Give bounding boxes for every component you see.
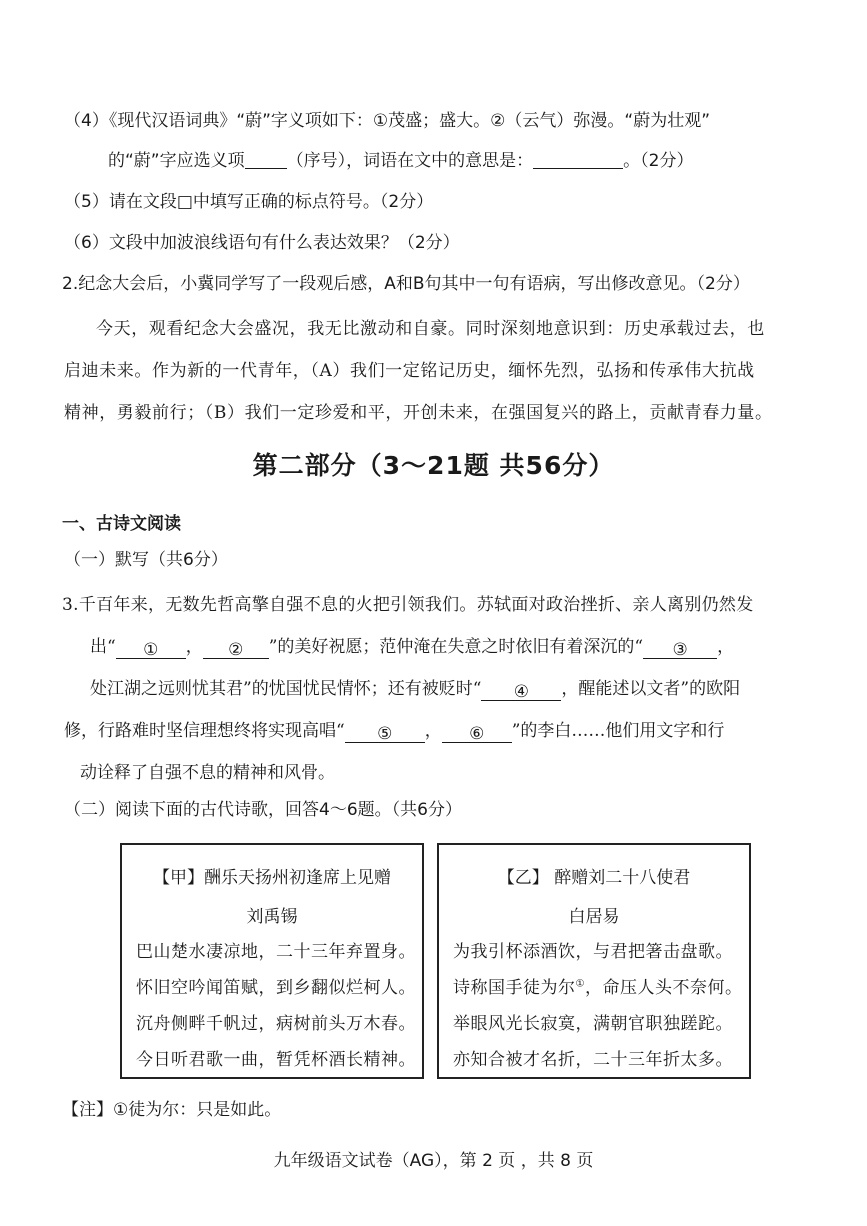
q3-text: ，醒能述以文者”的欧阳 bbox=[561, 679, 741, 699]
poem-a-line: 沉舟侧畔千帆过，病树前头万木春。 bbox=[136, 1014, 416, 1034]
q2-passage-line2: 启迪未来。作为新的一代青年，（A）我们一定铭记历史，缅怀先烈，弘扬和传承伟大抗战 bbox=[64, 361, 755, 381]
answer-blank-4[interactable]: ④ bbox=[481, 682, 561, 701]
page-footer: 九年级语文试卷（AG），第 2 页 ，共 8 页 bbox=[273, 1151, 594, 1171]
answer-blank-2[interactable]: ② bbox=[203, 640, 269, 659]
q2-passage-line3: 精神，勇毅前行；（B）我们一定珍爱和平，开创未来，在强国复兴的路上，贡献青春力量。 bbox=[64, 403, 773, 423]
q1-item5: （5）请在文段□中填写正确的标点符号。（2分） bbox=[64, 192, 434, 212]
q3-text: 修，行路难时坚信理想终将实现高唱“ bbox=[64, 721, 345, 741]
poem-a-line: 巴山楚水凄凉地，二十三年弃置身。 bbox=[136, 942, 416, 962]
footnote-marker: ① bbox=[575, 978, 585, 990]
q1-item4-line1: （4）《现代汉语词典》“蔚”字义项如下：①茂盛；盛大。②（云气）弥漫。“蔚为壮观” bbox=[64, 111, 711, 131]
q3-line4 bbox=[64, 716, 724, 743]
subsection-dictation: （一）默写（共6分） bbox=[64, 550, 228, 570]
answer-blank-option[interactable] bbox=[245, 150, 287, 169]
subsection-poetry-reading: （二）阅读下面的古代诗歌，回答4～6题。（共6分） bbox=[64, 800, 462, 820]
q3-line5: 动诠释了自强不息的精神和风骨。 bbox=[80, 763, 335, 783]
poem-b-line-with-note bbox=[453, 973, 742, 998]
q3-line1: 3.千百年来，无数先哲高擎自强不息的火把引领我们。苏轼面对政治挫折、亲人离别仍然发 bbox=[62, 595, 754, 615]
q3-text: 出“ bbox=[90, 637, 116, 657]
q2-prompt: 2.纪念大会后，小冀同学写了一段观后感，A和B句其中一句有语病，写出修改意见。（2分） bbox=[62, 274, 750, 294]
answer-blank-5[interactable]: ⑤ bbox=[345, 724, 425, 743]
q1-item4-line2 bbox=[108, 150, 693, 172]
q3-text: ， bbox=[424, 721, 442, 741]
poem-b-text: ，命压人头不奈何。 bbox=[584, 978, 743, 998]
footnote: 【注】①徒为尔：只是如此。 bbox=[62, 1100, 282, 1120]
answer-blank-3[interactable]: ③ bbox=[643, 640, 717, 659]
q3-text: ， bbox=[185, 637, 203, 657]
poem-a-line: 今日听君歌一曲，暂凭杯酒长精神。 bbox=[136, 1050, 416, 1070]
poem-a-title: 【甲】酬乐天扬州初逢席上见赠 bbox=[153, 868, 391, 888]
poem-a-author: 刘禹锡 bbox=[246, 907, 298, 927]
q1-item6: （6）文段中加波浪线语句有什么表达效果？（2分） bbox=[64, 233, 460, 253]
poem-b-box bbox=[437, 843, 751, 1079]
q3-text: ”的李白……他们用文字和行 bbox=[511, 721, 725, 741]
poem-b-line: 为我引杯添酒饮，与君把箸击盘歌。 bbox=[453, 942, 733, 962]
q2-passage-line1: 今天，观看纪念大会盛况，我无比激动和自豪。同时深刻地意识到：历史承载过去，也 bbox=[96, 319, 765, 339]
q1-item4-text-b: （序号），词语在文中的意思是： bbox=[286, 151, 534, 171]
poem-a-line: 怀旧空吟闻笛赋，到乡翻似烂柯人。 bbox=[136, 978, 416, 998]
poem-b-author: 白居易 bbox=[568, 907, 620, 927]
q3-text: 处江湖之远则忧其君”的忧国忧民情怀；还有被贬时“ bbox=[90, 679, 482, 699]
q1-item4-text-a: 的“蔚”字应选义项 bbox=[108, 151, 245, 171]
poem-b-line: 亦知合被才名折，二十三年折太多。 bbox=[453, 1050, 733, 1070]
q3-line3 bbox=[90, 674, 740, 701]
poem-b-title: 【乙】 醉赠刘二十八使君 bbox=[497, 868, 691, 888]
q3-text: ”的美好祝愿；范仲淹在失意之时依旧有着深沉的“ bbox=[268, 637, 644, 657]
section-classical-reading: 一、古诗文阅读 bbox=[62, 514, 181, 534]
poem-b-line: 举眼风光长寂寞，满朝官职独蹉跎。 bbox=[453, 1014, 733, 1034]
poem-b-text: 诗称国手徒为尔 bbox=[453, 978, 576, 998]
answer-blank-1[interactable]: ① bbox=[116, 640, 186, 659]
poem-a-box bbox=[120, 843, 424, 1079]
answer-blank-meaning[interactable] bbox=[533, 150, 623, 169]
answer-blank-6[interactable]: ⑥ bbox=[442, 724, 512, 743]
q1-item4-text-c: 。（2分） bbox=[623, 151, 694, 171]
q3-text: ， bbox=[717, 637, 735, 657]
part2-title: 第二部分（3～21题 共56分） bbox=[252, 451, 615, 480]
q3-line2 bbox=[90, 632, 734, 659]
